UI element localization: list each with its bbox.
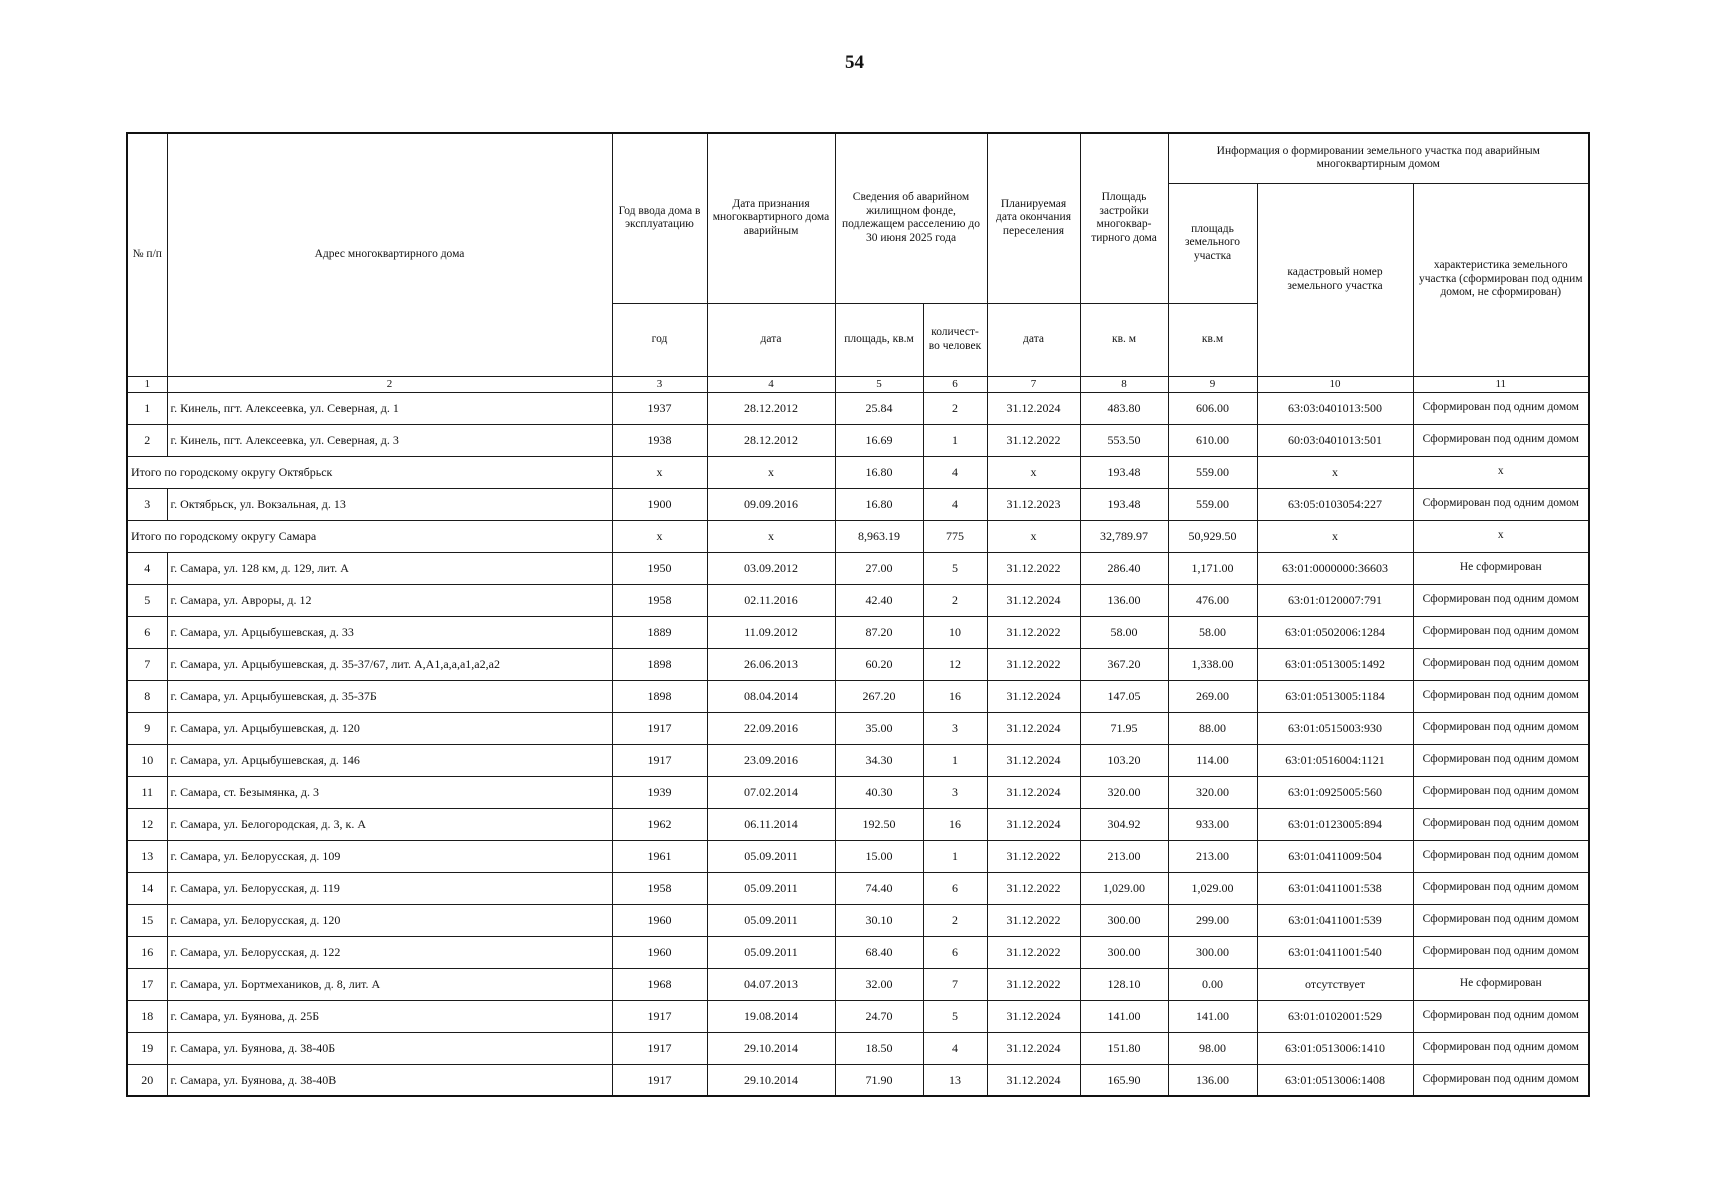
table-row [127,712,1589,744]
year-cell: 1900 [612,488,707,520]
row-number: 13 [127,840,167,872]
build-area-cell: 151.80 [1080,1032,1168,1064]
row-number: 5 [127,584,167,616]
header-planned-date: Планируемая дата окончания переселения [987,133,1080,303]
land-area-cell: 50,929.50 [1168,520,1257,552]
land-area-cell: 610.00 [1168,424,1257,456]
people-cell: 2 [923,584,987,616]
recognition-date-cell: 05.09.2011 [707,904,835,936]
land-area-cell: 1,338.00 [1168,648,1257,680]
land-area-cell: 269.00 [1168,680,1257,712]
recognition-date-cell: 19.08.2014 [707,1000,835,1032]
row-number: 2 [127,424,167,456]
row-number: 1 [127,392,167,424]
year-cell: 1937 [612,392,707,424]
build-area-cell: 213.00 [1080,840,1168,872]
area-cell: 24.70 [835,1000,923,1032]
cadastral-cell: 63:03:0401013:500 [1257,392,1413,424]
land-area-cell: 0.00 [1168,968,1257,1000]
column-number: 1 [127,376,167,392]
year-cell: 1938 [612,424,707,456]
address-cell: г. Самара, ул. Белорусская, д. 120 [167,904,612,936]
people-cell: 13 [923,1064,987,1096]
land-char-cell: х [1413,456,1589,488]
people-cell: 4 [923,456,987,488]
table-row [127,744,1589,776]
unit-area: площадь, кв.м [835,303,923,376]
land-area-cell: 98.00 [1168,1032,1257,1064]
row-number: 16 [127,936,167,968]
header-cadastral: кадастровый номер земельного участка [1257,183,1413,376]
address-cell: г. Самара, ул. Белорусская, д. 119 [167,872,612,904]
land-area-cell: 141.00 [1168,1000,1257,1032]
recognition-date-cell: 05.09.2011 [707,936,835,968]
land-area-cell: 88.00 [1168,712,1257,744]
cadastral-cell: 63:01:0000000:36603 [1257,552,1413,584]
address-cell: г. Самара, ул. Буянова, д. 38-40Б [167,1032,612,1064]
header-land-char: характеристика земельного участка (сформирован под одним домом, не сформирован) [1413,183,1589,376]
people-cell: 16 [923,680,987,712]
area-cell: 74.40 [835,872,923,904]
year-cell: 1958 [612,584,707,616]
land-char-cell: Сформирован под одним домом [1413,680,1589,712]
area-cell: 267.20 [835,680,923,712]
area-cell: 25.84 [835,392,923,424]
recognition-date-cell: 26.06.2013 [707,648,835,680]
address-cell: г. Кинель, пгт. Алексеевка, ул. Северная, д. 1 [167,392,612,424]
planned-date-cell: 31.12.2022 [987,936,1080,968]
recognition-date-cell: 09.09.2016 [707,488,835,520]
people-cell: 4 [923,488,987,520]
year-cell: 1889 [612,616,707,648]
recognition-date-cell: 03.09.2012 [707,552,835,584]
build-area-cell: 58.00 [1080,616,1168,648]
land-char-cell: Сформирован под одним домом [1413,744,1589,776]
table-row [127,1000,1589,1032]
land-area-cell: 136.00 [1168,1064,1257,1096]
row-number: 11 [127,776,167,808]
table-row [127,808,1589,840]
year-cell: 1961 [612,840,707,872]
people-cell: 1 [923,744,987,776]
emergency-housing-table [126,132,1590,1097]
table-row [127,1064,1589,1096]
planned-date-cell: 31.12.2022 [987,840,1080,872]
address-cell: г. Самара, ул. Арцыбушевская, д. 33 [167,616,612,648]
area-cell: 18.50 [835,1032,923,1064]
recognition-date-cell: 22.09.2016 [707,712,835,744]
row-number: 7 [127,648,167,680]
cadastral-cell: 63:01:0513006:1408 [1257,1064,1413,1096]
land-char-cell: Сформирован под одним домом [1413,488,1589,520]
area-cell: 8,963.19 [835,520,923,552]
build-area-cell: 136.00 [1080,584,1168,616]
header-build-area: Площадь застройки многоквар-тирного дома [1080,133,1168,303]
land-char-cell: Сформирован под одним домом [1413,808,1589,840]
year-cell: 1968 [612,968,707,1000]
build-area-cell: 300.00 [1080,904,1168,936]
land-char-cell: Сформирован под одним домом [1413,648,1589,680]
planned-date-cell: 31.12.2022 [987,424,1080,456]
area-cell: 87.20 [835,616,923,648]
cadastral-cell: 63:01:0513006:1410 [1257,1032,1413,1064]
unit-people: количест-во человек [923,303,987,376]
land-area-cell: 606.00 [1168,392,1257,424]
land-char-cell: Сформирован под одним домом [1413,904,1589,936]
header-land-area: площадь земельного участка [1168,183,1257,303]
year-cell: 1917 [612,1032,707,1064]
table-row [127,968,1589,1000]
table-row [127,904,1589,936]
cadastral-cell: 63:01:0411001:539 [1257,904,1413,936]
land-char-cell: Сформирован под одним домом [1413,840,1589,872]
year-cell: х [612,456,707,488]
year-cell: 1917 [612,1064,707,1096]
column-number-row [127,376,1589,392]
cadastral-cell: 63:01:0502006:1284 [1257,616,1413,648]
people-cell: 16 [923,808,987,840]
recognition-date-cell: 02.11.2016 [707,584,835,616]
row-number: 4 [127,552,167,584]
land-area-cell: 299.00 [1168,904,1257,936]
land-area-cell: 1,029.00 [1168,872,1257,904]
land-char-cell: Сформирован под одним домом [1413,936,1589,968]
build-area-cell: 483.80 [1080,392,1168,424]
people-cell: 1 [923,424,987,456]
planned-date-cell: 31.12.2022 [987,616,1080,648]
planned-date-cell: 31.12.2024 [987,744,1080,776]
cadastral-cell: 63:01:0120007:791 [1257,584,1413,616]
land-area-cell: 114.00 [1168,744,1257,776]
cadastral-cell: 63:01:0123005:894 [1257,808,1413,840]
recognition-date-cell: 28.12.2012 [707,392,835,424]
cadastral-cell: 63:01:0515003:930 [1257,712,1413,744]
recognition-date-cell: 29.10.2014 [707,1032,835,1064]
address-cell: г. Октябрьск, ул. Вокзальная, д. 13 [167,488,612,520]
planned-date-cell: 31.12.2022 [987,552,1080,584]
recognition-date-cell: х [707,520,835,552]
recognition-date-cell: 05.09.2011 [707,840,835,872]
people-cell: 7 [923,968,987,1000]
area-cell: 15.00 [835,840,923,872]
column-number: 11 [1413,376,1589,392]
build-area-cell: 193.48 [1080,456,1168,488]
cadastral-cell: 63:01:0411009:504 [1257,840,1413,872]
year-cell: 1960 [612,904,707,936]
year-cell: 1898 [612,680,707,712]
subtotal-row [127,520,1589,552]
subtotal-row [127,456,1589,488]
planned-date-cell: 31.12.2024 [987,1064,1080,1096]
build-area-cell: 32,789.97 [1080,520,1168,552]
land-char-cell: Сформирован под одним домом [1413,424,1589,456]
cadastral-cell: 63:01:0513005:1492 [1257,648,1413,680]
build-area-cell: 367.20 [1080,648,1168,680]
cadastral-cell: 63:01:0411001:540 [1257,936,1413,968]
build-area-cell: 193.48 [1080,488,1168,520]
area-cell: 68.40 [835,936,923,968]
header-address: Адрес многоквартирного дома [167,133,612,376]
planned-date-cell: 31.12.2024 [987,392,1080,424]
build-area-cell: 128.10 [1080,968,1168,1000]
cadastral-cell: 60:03:0401013:501 [1257,424,1413,456]
recognition-date-cell: 28.12.2012 [707,424,835,456]
area-cell: 40.30 [835,776,923,808]
emergency-housing-table-wrap [126,132,1588,1097]
address-cell: г. Самара, ул. Белогородская, д. 3, к. А [167,808,612,840]
address-cell: г. Самара, ул. Арцыбушевская, д. 35-37/67, лит. А,А1,а,а,а1,а2,а2 [167,648,612,680]
people-cell: 3 [923,776,987,808]
table-row [127,424,1589,456]
land-char-cell: Сформирован под одним домом [1413,776,1589,808]
land-char-cell: Сформирован под одним домом [1413,712,1589,744]
table-row [127,776,1589,808]
unit-planned-date: дата [987,303,1080,376]
address-cell: г. Самара, ул. Бортмехаников, д. 8, лит. А [167,968,612,1000]
table-row [127,1032,1589,1064]
recognition-date-cell: 23.09.2016 [707,744,835,776]
subtotal-label: Итого по городскому округу Самара [127,520,612,552]
row-number: 10 [127,744,167,776]
people-cell: 2 [923,392,987,424]
build-area-cell: 103.20 [1080,744,1168,776]
build-area-cell: 304.92 [1080,808,1168,840]
table-row [127,392,1589,424]
area-cell: 27.00 [835,552,923,584]
area-cell: 42.40 [835,584,923,616]
column-number: 9 [1168,376,1257,392]
address-cell: г. Самара, ул. Белорусская, д. 109 [167,840,612,872]
people-cell: 4 [923,1032,987,1064]
row-number: 3 [127,488,167,520]
land-area-cell: 320.00 [1168,776,1257,808]
planned-date-cell: 31.12.2024 [987,1032,1080,1064]
column-number: 7 [987,376,1080,392]
year-cell: 1958 [612,872,707,904]
header-fund-info: Сведения об аварийном жилищном фонде, подлежащем расселению до 30 июня 2025 года [835,133,987,303]
land-char-cell: Сформирован под одним домом [1413,872,1589,904]
people-cell: 2 [923,904,987,936]
people-cell: 10 [923,616,987,648]
table-row [127,872,1589,904]
land-area-cell: 1,171.00 [1168,552,1257,584]
people-cell: 1 [923,840,987,872]
address-cell: г. Самара, ул. Буянова, д. 25Б [167,1000,612,1032]
build-area-cell: 71.95 [1080,712,1168,744]
land-char-cell: Сформирован под одним домом [1413,1000,1589,1032]
address-cell: г. Самара, ул. Белорусская, д. 122 [167,936,612,968]
column-number: 6 [923,376,987,392]
people-cell: 6 [923,872,987,904]
column-number: 4 [707,376,835,392]
area-cell: 192.50 [835,808,923,840]
build-area-cell: 553.50 [1080,424,1168,456]
people-cell: 5 [923,1000,987,1032]
land-char-cell: Сформирован под одним домом [1413,584,1589,616]
planned-date-cell: 31.12.2024 [987,680,1080,712]
land-area-cell: 58.00 [1168,616,1257,648]
column-number: 3 [612,376,707,392]
table-body [127,392,1589,1096]
area-cell: 60.20 [835,648,923,680]
land-area-cell: 559.00 [1168,488,1257,520]
people-cell: 3 [923,712,987,744]
row-number: 15 [127,904,167,936]
column-number: 5 [835,376,923,392]
table-header [127,133,1589,392]
year-cell: 1939 [612,776,707,808]
people-cell: 6 [923,936,987,968]
cadastral-cell: х [1257,520,1413,552]
build-area-cell: 286.40 [1080,552,1168,584]
row-number: 19 [127,1032,167,1064]
table-row [127,584,1589,616]
planned-date-cell: 31.12.2024 [987,1000,1080,1032]
area-cell: 71.90 [835,1064,923,1096]
area-cell: 34.30 [835,744,923,776]
recognition-date-cell: 08.04.2014 [707,680,835,712]
address-cell: г. Кинель, пгт. Алексеевка, ул. Северная, д. 3 [167,424,612,456]
row-number: 12 [127,808,167,840]
planned-date-cell: 31.12.2022 [987,904,1080,936]
address-cell: г. Самара, ул. Авроры, д. 12 [167,584,612,616]
area-cell: 16.80 [835,456,923,488]
table-row [127,648,1589,680]
table-row [127,680,1589,712]
cadastral-cell: 63:01:0411001:538 [1257,872,1413,904]
land-area-cell: 933.00 [1168,808,1257,840]
unit-build-kvm: кв. м [1080,303,1168,376]
column-number: 8 [1080,376,1168,392]
table-row [127,840,1589,872]
planned-date-cell: 31.12.2023 [987,488,1080,520]
land-char-cell: Сформирован под одним домом [1413,1032,1589,1064]
recognition-date-cell: 04.07.2013 [707,968,835,1000]
table-row [127,616,1589,648]
cadastral-cell: 63:01:0925005:560 [1257,776,1413,808]
land-area-cell: 213.00 [1168,840,1257,872]
land-char-cell: Не сформирован [1413,968,1589,1000]
column-number: 10 [1257,376,1413,392]
header-recognition-date: Дата признания многоквартирного дома аварийным [707,133,835,303]
land-area-cell: 559.00 [1168,456,1257,488]
column-number: 2 [167,376,612,392]
recognition-date-cell: 29.10.2014 [707,1064,835,1096]
build-area-cell: 165.90 [1080,1064,1168,1096]
land-char-cell: Сформирован под одним домом [1413,1064,1589,1096]
area-cell: 16.69 [835,424,923,456]
row-number: 18 [127,1000,167,1032]
area-cell: 35.00 [835,712,923,744]
recognition-date-cell: 06.11.2014 [707,808,835,840]
year-cell: х [612,520,707,552]
table-row [127,488,1589,520]
land-char-cell: Не сформирован [1413,552,1589,584]
recognition-date-cell: 11.09.2012 [707,616,835,648]
area-cell: 32.00 [835,968,923,1000]
address-cell: г. Самара, ул. 128 км, д. 129, лит. А [167,552,612,584]
header-land-info: Информация о формировании земельного участка под аварийным многоквартирным домом [1168,133,1589,183]
build-area-cell: 1,029.00 [1080,872,1168,904]
year-cell: 1917 [612,712,707,744]
planned-date-cell: 31.12.2024 [987,584,1080,616]
area-cell: 16.80 [835,488,923,520]
cadastral-cell: 63:01:0516004:1121 [1257,744,1413,776]
address-cell: г. Самара, ул. Арцыбушевская, д. 146 [167,744,612,776]
recognition-date-cell: 05.09.2011 [707,872,835,904]
subtotal-label: Итого по городскому округу Октябрьск [127,456,612,488]
build-area-cell: 147.05 [1080,680,1168,712]
year-cell: 1962 [612,808,707,840]
recognition-date-cell: х [707,456,835,488]
header-num: № п/п [127,133,167,376]
unit-land-kvm: кв.м [1168,303,1257,376]
cadastral-cell: 63:05:0103054:227 [1257,488,1413,520]
land-char-cell: Сформирован под одним домом [1413,616,1589,648]
land-area-cell: 300.00 [1168,936,1257,968]
year-cell: 1950 [612,552,707,584]
row-number: 17 [127,968,167,1000]
header-year: Год ввода дома в эксплуатацию [612,133,707,303]
people-cell: 5 [923,552,987,584]
address-cell: г. Самара, ул. Арцыбушевская, д. 35-37Б [167,680,612,712]
address-cell: г. Самара, ул. Арцыбушевская, д. 120 [167,712,612,744]
row-number: 20 [127,1064,167,1096]
planned-date-cell: 31.12.2022 [987,648,1080,680]
cadastral-cell: 63:01:0102001:529 [1257,1000,1413,1032]
row-number: 6 [127,616,167,648]
unit-date: дата [707,303,835,376]
land-char-cell: Сформирован под одним домом [1413,392,1589,424]
planned-date-cell: х [987,520,1080,552]
page-number: 54 [845,52,864,73]
cadastral-cell: х [1257,456,1413,488]
land-char-cell: х [1413,520,1589,552]
year-cell: 1898 [612,648,707,680]
planned-date-cell: 31.12.2024 [987,808,1080,840]
planned-date-cell: х [987,456,1080,488]
build-area-cell: 320.00 [1080,776,1168,808]
row-number: 9 [127,712,167,744]
year-cell: 1960 [612,936,707,968]
address-cell: г. Самара, ул. Буянова, д. 38-40В [167,1064,612,1096]
address-cell: г. Самара, ст. Безымянка, д. 3 [167,776,612,808]
area-cell: 30.10 [835,904,923,936]
land-area-cell: 476.00 [1168,584,1257,616]
row-number: 8 [127,680,167,712]
planned-date-cell: 31.12.2024 [987,712,1080,744]
year-cell: 1917 [612,744,707,776]
people-cell: 12 [923,648,987,680]
table-row [127,936,1589,968]
build-area-cell: 141.00 [1080,1000,1168,1032]
cadastral-cell: отсутствует [1257,968,1413,1000]
build-area-cell: 300.00 [1080,936,1168,968]
unit-year: год [612,303,707,376]
cadastral-cell: 63:01:0513005:1184 [1257,680,1413,712]
planned-date-cell: 31.12.2024 [987,776,1080,808]
table-row [127,552,1589,584]
year-cell: 1917 [612,1000,707,1032]
planned-date-cell: 31.12.2022 [987,872,1080,904]
row-number: 14 [127,872,167,904]
recognition-date-cell: 07.02.2014 [707,776,835,808]
planned-date-cell: 31.12.2022 [987,968,1080,1000]
people-cell: 775 [923,520,987,552]
